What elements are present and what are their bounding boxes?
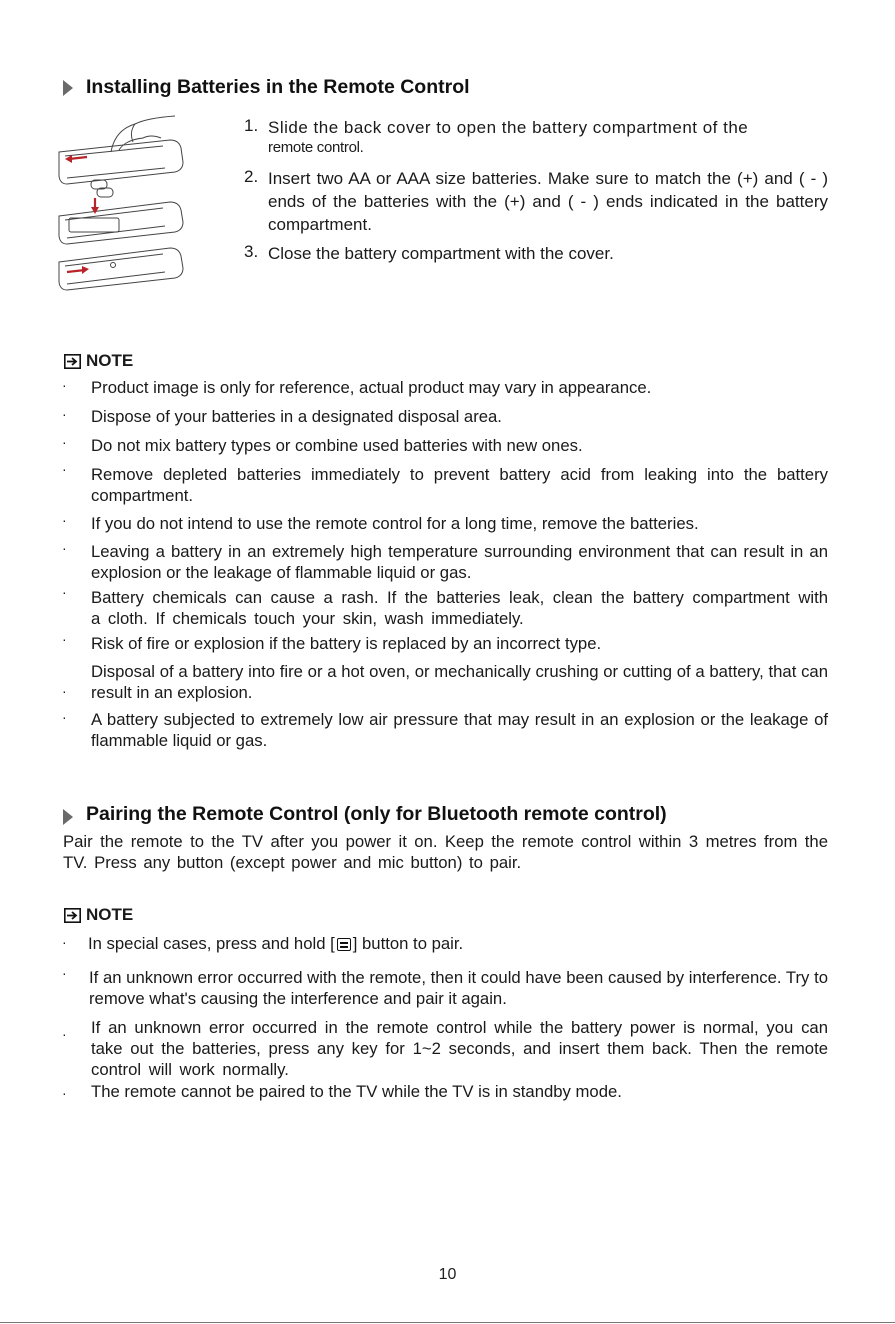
remote-battery-illustration (55, 112, 190, 292)
bullet-icon: · (62, 1085, 67, 1101)
note-item: Leaving a battery in an extremely high temperature surrounding environment that can result in an explosion or the leakage of flammable liquid or gas. (91, 542, 828, 582)
bullet-icon: · (62, 377, 67, 393)
note-item: Battery chemicals can cause a rash. If the batteries leak, clean the battery compartment with a cloth. If chemicals touch your skin, wash immediately. (91, 588, 828, 628)
bullet-icon: · (62, 540, 67, 556)
note-arrow-icon (64, 354, 81, 369)
note-item: Do not mix battery types or combine used batteries with new ones. (91, 436, 583, 455)
note-item: If an unknown error occurred in the remote control while the battery power is normal, you can take out the batteries, press any key for 1~2 seconds, and insert them back. Then the remote control will work normally. (91, 1018, 828, 1079)
step-text: Insert two AA or AAA size batteries. Make sure to match the (+) and ( - ) ends of the batteries with the (+) and ( - ) ends indicated in the battery compartment. (268, 169, 828, 234)
section-title-pairing: Pairing the Remote Control (only for Bluetooth remote control) (86, 803, 667, 825)
note-item: If you do not intend to use the remote control for a long time, remove the batteries. (91, 514, 699, 533)
step-text-continuation: remote control. (268, 139, 364, 156)
section-title-installing: Installing Batteries in the Remote Control (86, 76, 470, 98)
note-heading (64, 351, 133, 371)
page-number: 10 (438, 1266, 457, 1283)
bullet-icon: · (62, 584, 67, 600)
step-text: Close the battery compartment with the cover. (268, 244, 614, 263)
note-item: Risk of fire or explosion if the battery is replaced by an incorrect type. (91, 634, 602, 653)
bullet-icon: · (62, 1026, 67, 1042)
bullet-icon: · (62, 965, 67, 981)
pairing-body: Pair the remote to the TV after you power it on. Keep the remote control within 3 metres from the TV. Press any button (except power and mic button) to pair. (63, 832, 828, 872)
note-item: Disposal of a battery into fire or a hot oven, or mechanically crushing or cutting of a battery, that can result in an explosion. (91, 662, 828, 702)
note-item: Dispose of your batteries in a designated disposal area. (91, 407, 502, 426)
section-marker-icon (63, 809, 73, 825)
note-item: Remove depleted batteries immediately to prevent battery acid from leaking into the battery compartment. (91, 465, 828, 505)
note-item: Product image is only for reference, actual product may vary in appearance. (91, 378, 652, 397)
bullet-icon: · (62, 434, 67, 450)
bullet-icon: · (62, 406, 67, 422)
note-item: The remote cannot be paired to the TV while the TV is in standby mode. (91, 1082, 622, 1101)
note-arrow-icon (64, 908, 81, 923)
note-item-text: In special cases, press and hold [ (88, 934, 335, 953)
step-number: 2. (244, 167, 259, 186)
note-label: NOTE (86, 905, 134, 924)
note-item (88, 933, 828, 954)
note-item-text: ] button to pair. (352, 934, 464, 953)
bullet-icon: · (62, 683, 67, 699)
note-heading (64, 905, 133, 925)
step-number: 3. (244, 242, 259, 261)
bullet-icon: · (62, 709, 67, 725)
note-item: If an unknown error occurred with the remote, then it could have been caused by interference. Try to remove what's causing the interference and pair it again. (89, 968, 828, 1008)
bullet-icon: · (62, 512, 67, 528)
bullet-icon: · (62, 461, 67, 477)
bullet-icon: · (62, 934, 67, 950)
note-item: A battery subjected to extremely low air pressure that may result in an explosion or the leakage of flammable liquid or gas. (91, 710, 828, 750)
note-label: NOTE (86, 351, 134, 370)
bullet-icon: · (62, 631, 67, 647)
page-bottom-rule (0, 1322, 895, 1323)
menu-button-icon (337, 938, 351, 951)
section-marker-icon (63, 80, 73, 96)
step-number: 1. (244, 116, 259, 135)
step-text: Slide the back cover to open the battery compartment of the (268, 118, 749, 137)
